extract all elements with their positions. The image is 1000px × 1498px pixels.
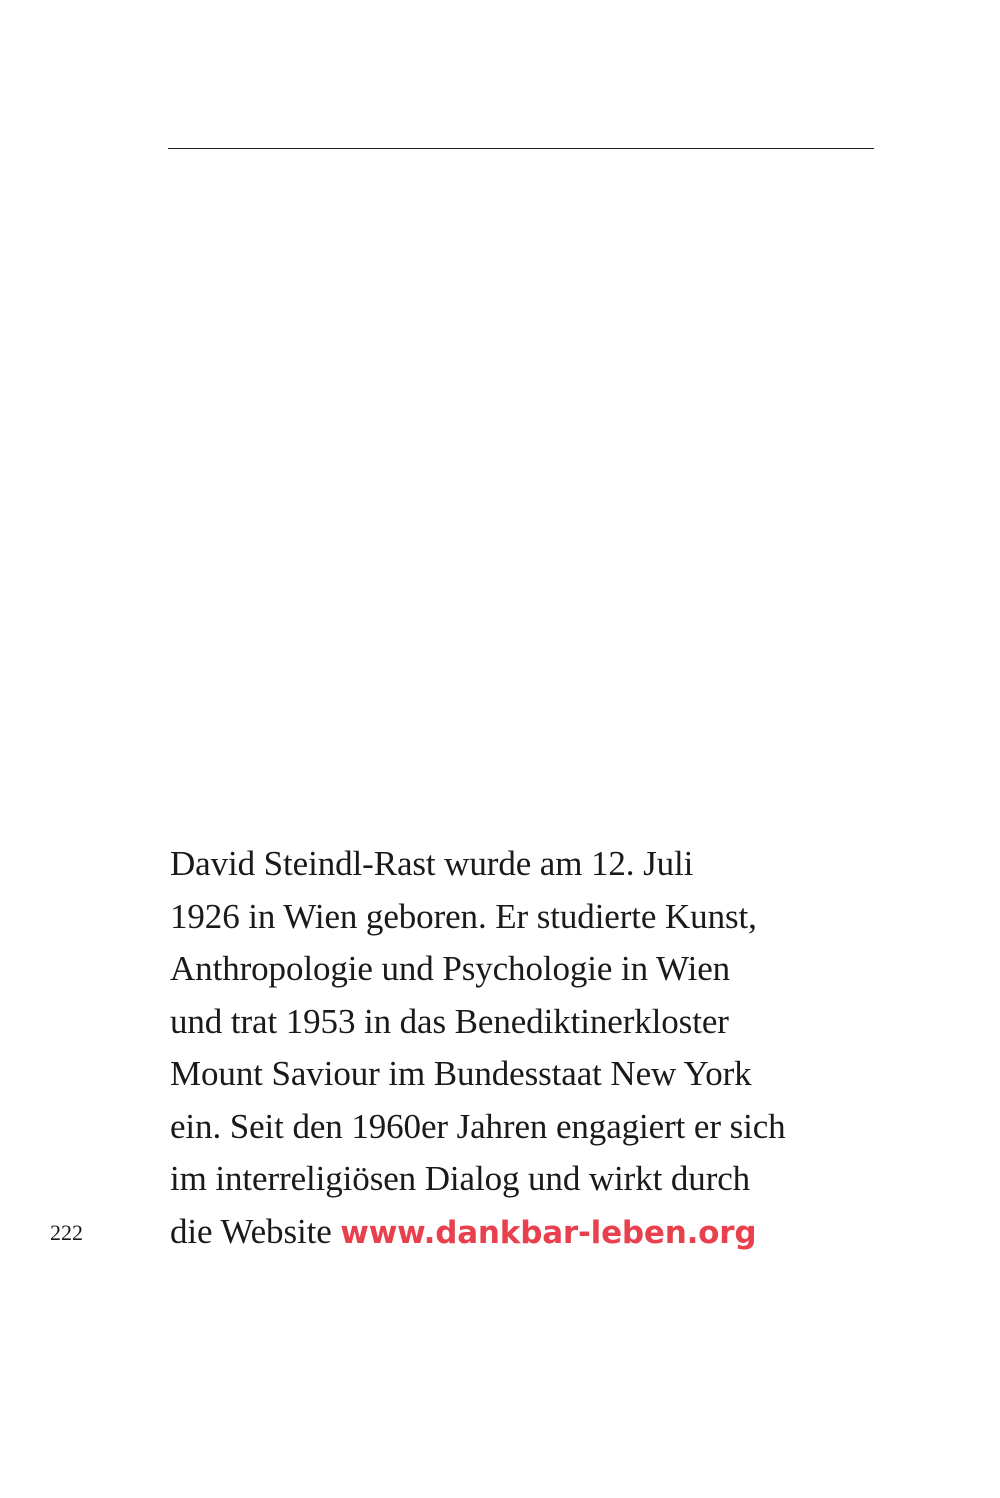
author-bio (170, 838, 890, 1259)
bio-line-1: David Steindl-Rast wurde am 12. Juli (170, 844, 694, 883)
bio-line-8-prefix: die Website (170, 1211, 341, 1251)
bio-line-3: Anthropologie und Psychologie in Wien (170, 949, 731, 988)
bio-line-6: ein. Seit den 1960er Jahren engagiert er sich (170, 1106, 786, 1146)
bio-line-4: und trat 1953 in das Benediktinerkloster (170, 1001, 729, 1041)
page-number: 222 (50, 1220, 83, 1245)
bio-line-7: im interreligiösen Dialog und wirkt durch (170, 1159, 751, 1198)
bio-line-2: 1926 in Wien geboren. Er studierte Kunst, (170, 896, 757, 936)
website-link[interactable]: www.dankbar-leben.org (340, 1214, 757, 1251)
top-horizontal-rule (168, 148, 874, 149)
bio-line-5: Mount Saviour im Bundesstaat New York (170, 1054, 752, 1093)
bio-line-8 (170, 1206, 890, 1260)
